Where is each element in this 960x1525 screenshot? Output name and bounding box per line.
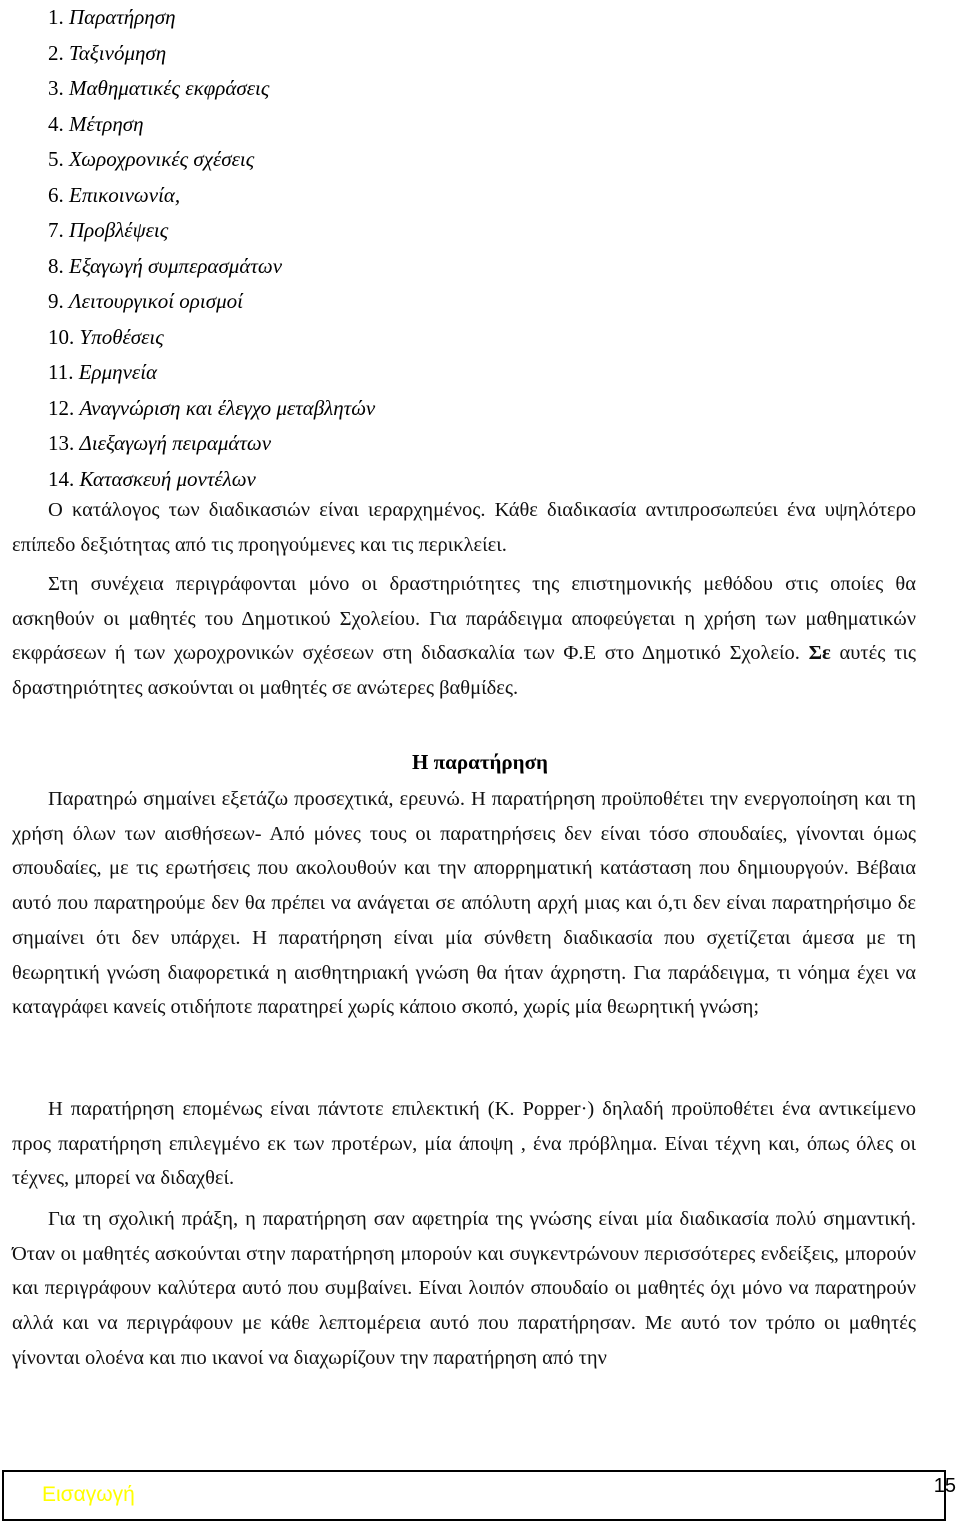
section-heading: Η παρατήρηση xyxy=(412,750,548,774)
list-item: 1. Παρατήρηση xyxy=(48,5,176,29)
list-item: 14. Κατασκευή μοντέλων xyxy=(48,466,256,491)
paragraph-school-practice: Για τη σχολική πράξη, η παρατήρηση σαν αφετηρία της γνώσης είναι μία διαδικασία πολύ σημαντική. Όταν οι μαθητές ασκούνται στην παρατήρηση μπορούν και συγκεντρώνουν περισσότερες ενδείξεις, μπορούν και περιγράφουν καλύτερα αυτό που συμβαίνει. Είναι λοιπόν σπουδαίο οι μαθητές όχι μόνο να παρατηρούν αλλά και να περιγράφουν με κάθε λεπτομέρεια αυτό που παρατήρησαν. Με αυτό τον τρόπο οι μαθητές γίνονται ολοένα και πιο ικανοί να διαχωρίζουν την παρατήρηση από την xyxy=(12,1208,916,1369)
list-item: 12. Αναγνώριση και έλεγχο μεταβλητών xyxy=(48,395,376,420)
list-item: 5. Χωροχρονικές σχέσεις xyxy=(48,147,255,171)
paragraph-observation-selective: Η παρατήρηση επομένως είναι πάντοτε επιλεκτική (K. Popper·) δηλαδή προϋποθέτει ένα αντικείμενο προς παρατήρηση επιλεγμένο εκ των προτέρων, μία άποψη , ένα πρόβλημα. Είναι τέχνη και, όπως όλες οι τέχνες, μπορεί να διδαχθεί. xyxy=(12,1098,916,1190)
paragraph-activities: Στη συνέχεια περιγράφονται μόνο οι δραστηριότητες της επιστημονικής μεθόδου στις οποίες θα ασκηθούν οι μαθητές του Δημοτικού Σχολείου. Για παράδειγμα αποφεύγεται η χρήση των μαθηματικών εκφράσεων ή των χωροχρονικών σχέσεων στη διδασκαλία των Φ.Ε στο Δημοτικό Σχολείο. Σε αυτές τις δραστηριότητες ασκούνται οι μαθητές σε ανώτερες βαθμίδες. xyxy=(12,573,916,700)
list-item: 11. Ερμηνεία xyxy=(48,360,158,384)
bold-word: Σε xyxy=(808,642,831,665)
list-item: 10. Υποθέσεις xyxy=(48,324,164,349)
list-item: 9. Λειτουργικοί ορισμοί xyxy=(48,289,243,313)
list-item: 8. Εξαγωγή συμπερασμάτων xyxy=(48,253,283,278)
footer-label: Εισαγωγή xyxy=(42,1483,135,1506)
list-item: 4. Μέτρηση xyxy=(48,111,144,136)
list-item: 2. Ταξινόμηση xyxy=(48,40,167,65)
footer-box xyxy=(2,1470,946,1521)
list-item: 13. Διεξαγωγή πειραμάτων xyxy=(48,431,272,455)
list-item: 7. Προβλέψεις xyxy=(48,218,169,242)
list-item: 6. Επικοινωνία, xyxy=(48,182,181,207)
list-item: 3. Μαθηματικές εκφράσεις xyxy=(48,76,270,100)
page-number: 15 xyxy=(933,1475,956,1497)
process-list xyxy=(48,0,928,497)
paragraph-observation-definition: Παρατηρώ σημαίνει εξετάζω προσεχτικά, ερευνώ. Η παρατήρηση προϋποθέτει την ενεργοποίηση και τη χρήση όλων των αισθήσεων- Από μόνες τους οι παρατηρήσεις δεν είναι τόσο σπουδαίες, γίνονται όμως σπουδαίες, με τις ερωτήσεις που ακολουθούν και την απορρηματική κατάσταση που δημιουργούν. Βέβαια αυτό που παρατηρούμε δεν θα πρέπει να ανάγεται σε απόλυτη αρχή μιας και ό,τι δεν είναι παρατηρήσιμο δε σημαίνει ότι δεν υπάρχει. Η παρατήρηση είναι μία σύνθετη διαδικασία που σχετίζεται άμεσα με τη θεωρητική γνώση διαφορετικά η αισθητηριακή γνώση θα ήταν άχρηστη. Για παράδειγμα, τι νόημα έχει να καταγράφει κανείς οτιδήποτε παρατηρεί χωρίς κάποιο σκοπό, χωρίς μία θεωρητική γνώση; xyxy=(12,788,916,1019)
paragraph-hierarchy: Ο κατάλογος των διαδικασιών είναι ιεραρχημένος. Κάθε διαδικασία αντιπροσωπεύει ένα υψηλότερο επίπεδο δεξιότητας από τις προηγούμενες και τις περικλείει. xyxy=(12,499,916,556)
